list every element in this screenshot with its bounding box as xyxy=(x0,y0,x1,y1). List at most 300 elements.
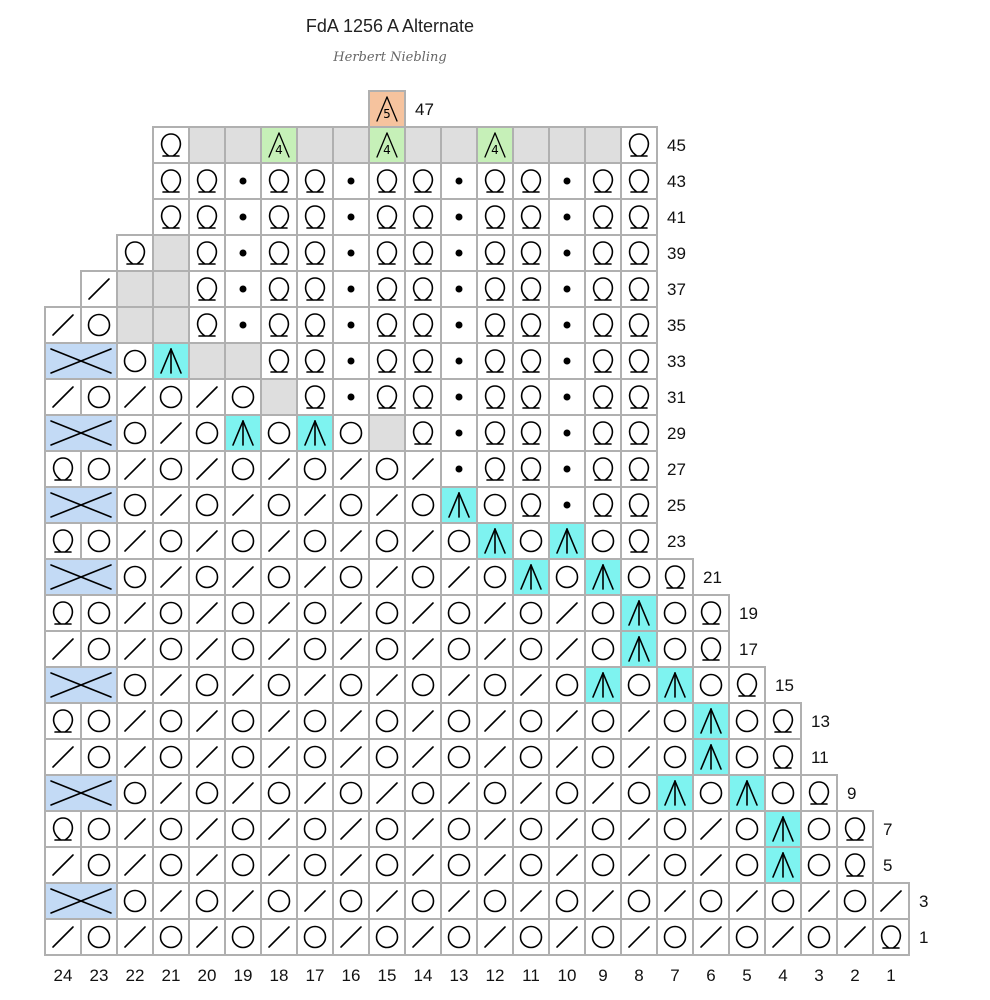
row-label: 15 xyxy=(775,676,794,695)
row-label: 35 xyxy=(667,316,686,335)
stitch-cell xyxy=(513,163,549,199)
row-label: 31 xyxy=(667,388,686,407)
stitch-cell xyxy=(369,847,405,883)
stitch-cell xyxy=(477,739,513,775)
stitch-cell xyxy=(405,271,441,307)
stitch-cell xyxy=(729,919,765,955)
column-label: 7 xyxy=(670,966,680,985)
stitch-cell xyxy=(153,487,189,523)
stitch-cell xyxy=(369,163,405,199)
stitch-cell xyxy=(297,127,333,163)
stitch-cell xyxy=(585,883,621,919)
stitch-cell xyxy=(117,775,153,811)
stitch-cell xyxy=(477,595,513,631)
stitch-cell xyxy=(333,415,369,451)
stitch-cell xyxy=(441,451,477,487)
stitch-cell xyxy=(153,595,189,631)
stitch-cell xyxy=(117,847,153,883)
stitch-cell xyxy=(297,703,333,739)
column-label: 14 xyxy=(413,966,433,985)
stitch-cell xyxy=(333,307,369,343)
row-label: 41 xyxy=(667,208,686,227)
stitch-cell xyxy=(225,523,261,559)
stitch-cell xyxy=(585,451,621,487)
stitch-cell xyxy=(477,235,513,271)
stitch-cell xyxy=(297,487,333,523)
stitch-cell xyxy=(369,883,405,919)
stitch-cell xyxy=(261,631,297,667)
stitch-cell xyxy=(81,523,117,559)
stitch-cell xyxy=(225,703,261,739)
stitch-cell xyxy=(153,307,189,343)
stitch-cell xyxy=(333,595,369,631)
stitch-cell xyxy=(477,451,513,487)
stitch-cell xyxy=(369,487,405,523)
stitch-cell xyxy=(405,775,441,811)
stitch-cell xyxy=(189,739,225,775)
stitch-cell xyxy=(513,199,549,235)
stitch-cell xyxy=(369,271,405,307)
stitch-cell xyxy=(693,847,729,883)
stitch-cell xyxy=(297,415,333,451)
stitch-cell xyxy=(45,811,81,847)
stitch-cell xyxy=(441,199,477,235)
column-label: 4 xyxy=(778,966,788,985)
column-label: 21 xyxy=(161,966,181,985)
stitch-cell xyxy=(297,271,333,307)
stitch-cell xyxy=(441,523,477,559)
stitch-cell xyxy=(117,235,153,271)
stitch-cell xyxy=(297,631,333,667)
stitch-cell xyxy=(153,343,189,379)
stitch-cell xyxy=(513,919,549,955)
stitch-cell xyxy=(117,487,153,523)
stitch-cell xyxy=(261,703,297,739)
stitch-cell xyxy=(549,919,585,955)
stitch-cell xyxy=(765,883,801,919)
stitch-cell xyxy=(369,739,405,775)
stitch-cell xyxy=(261,847,297,883)
stitch-cell xyxy=(333,199,369,235)
stitch-cell xyxy=(585,847,621,883)
stitch-cell xyxy=(693,883,729,919)
stitch-cell xyxy=(513,451,549,487)
stitch-cell xyxy=(513,127,549,163)
column-label: 17 xyxy=(305,966,325,985)
stitch-cell xyxy=(405,127,441,163)
stitch-cell xyxy=(477,559,513,595)
stitch-cell xyxy=(657,847,693,883)
stitch-cell xyxy=(477,487,513,523)
stitch-cell xyxy=(45,523,81,559)
stitch-cell xyxy=(117,703,153,739)
stitch-cell xyxy=(837,847,873,883)
stitch-cell xyxy=(657,559,693,595)
stitch-cell xyxy=(333,631,369,667)
stitch-cell xyxy=(657,667,693,703)
stitch-cell xyxy=(585,559,621,595)
stitch-cell xyxy=(405,739,441,775)
stitch-cell xyxy=(297,919,333,955)
stitch-cell xyxy=(873,919,909,955)
stitch-cell xyxy=(657,595,693,631)
stitch-cell xyxy=(297,883,333,919)
stitch-cell xyxy=(405,523,441,559)
stitch-cell xyxy=(189,847,225,883)
stitch-cell xyxy=(441,667,477,703)
stitch-cell xyxy=(513,379,549,415)
stitch-cell xyxy=(117,595,153,631)
stitch-cell xyxy=(261,487,297,523)
stitch-cell xyxy=(333,163,369,199)
stitch-cell xyxy=(405,343,441,379)
stitch-cell xyxy=(297,307,333,343)
stitch-cell xyxy=(333,271,369,307)
stitch-cell xyxy=(81,847,117,883)
stitch-cell xyxy=(81,451,117,487)
stitch-cell xyxy=(297,235,333,271)
column-label: 3 xyxy=(814,966,824,985)
stitch-cell xyxy=(261,523,297,559)
stitch-cell xyxy=(369,703,405,739)
stitch-cell xyxy=(441,487,477,523)
stitch-cell xyxy=(441,343,477,379)
stitch-cell xyxy=(117,343,153,379)
stitch-cell xyxy=(549,451,585,487)
stitch-cell xyxy=(441,739,477,775)
stitch-cell xyxy=(45,343,117,379)
stitch-cell xyxy=(81,739,117,775)
stitch-cell xyxy=(225,127,261,163)
stitch-cell xyxy=(549,667,585,703)
stitch-cell xyxy=(477,667,513,703)
stitch-cell xyxy=(477,163,513,199)
stitch-cell xyxy=(81,379,117,415)
stitch-cell xyxy=(441,235,477,271)
svg-text:4: 4 xyxy=(275,143,283,157)
stitch-cell xyxy=(153,271,189,307)
stitch-cell xyxy=(117,271,153,307)
stitch-cell xyxy=(621,523,657,559)
column-label: 18 xyxy=(269,966,289,985)
stitch-cell xyxy=(477,883,513,919)
stitch-cell xyxy=(513,343,549,379)
stitch-cell xyxy=(189,307,225,343)
stitch-cell xyxy=(369,91,405,127)
stitch-cell xyxy=(477,523,513,559)
stitch-cell xyxy=(117,451,153,487)
column-label: 1 xyxy=(886,966,896,985)
stitch-cell xyxy=(477,811,513,847)
stitch-cell xyxy=(549,415,585,451)
stitch-cell xyxy=(81,307,117,343)
stitch-cell xyxy=(405,163,441,199)
stitch-cell xyxy=(45,559,117,595)
column-label: 12 xyxy=(485,966,505,985)
stitch-cell xyxy=(585,487,621,523)
stitch-cell xyxy=(45,775,117,811)
stitch-cell xyxy=(657,811,693,847)
stitch-cell xyxy=(549,379,585,415)
stitch-cell xyxy=(549,739,585,775)
column-label: 16 xyxy=(341,966,361,985)
stitch-cell xyxy=(297,523,333,559)
column-label: 15 xyxy=(377,966,397,985)
stitch-cell xyxy=(225,631,261,667)
stitch-cell xyxy=(369,919,405,955)
stitch-cell xyxy=(369,595,405,631)
stitch-cell xyxy=(657,883,693,919)
stitch-cell xyxy=(549,199,585,235)
stitch-cell xyxy=(405,307,441,343)
stitch-cell xyxy=(261,919,297,955)
stitch-cell xyxy=(261,415,297,451)
stitch-cell xyxy=(621,667,657,703)
stitch-cell xyxy=(225,271,261,307)
stitch-cell xyxy=(405,559,441,595)
stitch-cell xyxy=(333,883,369,919)
stitch-cell xyxy=(189,775,225,811)
stitch-cell xyxy=(297,163,333,199)
stitch-cell xyxy=(621,451,657,487)
stitch-cell xyxy=(405,847,441,883)
row-label: 25 xyxy=(667,496,686,515)
stitch-cell xyxy=(585,163,621,199)
column-label: 19 xyxy=(233,966,253,985)
stitch-cell xyxy=(477,127,513,163)
stitch-cell xyxy=(513,667,549,703)
stitch-cell xyxy=(297,739,333,775)
stitch-cell xyxy=(225,667,261,703)
stitch-cell xyxy=(261,883,297,919)
stitch-cell xyxy=(621,379,657,415)
stitch-cell xyxy=(405,595,441,631)
stitch-cell xyxy=(189,199,225,235)
column-label: 10 xyxy=(557,966,577,985)
stitch-cell xyxy=(621,199,657,235)
stitch-cell xyxy=(549,883,585,919)
stitch-cell xyxy=(585,127,621,163)
stitch-cell xyxy=(549,163,585,199)
stitch-cell xyxy=(117,883,153,919)
stitch-cell xyxy=(513,415,549,451)
stitch-cell xyxy=(333,379,369,415)
column-label: 23 xyxy=(89,966,109,985)
row-label: 43 xyxy=(667,172,686,191)
stitch-cell xyxy=(45,307,81,343)
stitch-cell xyxy=(189,919,225,955)
stitch-cell xyxy=(801,883,837,919)
stitch-cell xyxy=(189,451,225,487)
stitch-cell xyxy=(225,415,261,451)
stitch-cell xyxy=(153,379,189,415)
stitch-cell xyxy=(621,127,657,163)
stitch-cell xyxy=(693,919,729,955)
stitch-cell xyxy=(153,415,189,451)
stitch-cell xyxy=(261,811,297,847)
row-label: 47 xyxy=(415,100,434,119)
row-label: 19 xyxy=(739,604,758,623)
column-label: 6 xyxy=(706,966,716,985)
stitch-cell xyxy=(153,703,189,739)
stitch-cell xyxy=(261,163,297,199)
stitch-cell xyxy=(405,919,441,955)
stitch-cell xyxy=(45,667,117,703)
stitch-cell xyxy=(585,811,621,847)
stitch-cell xyxy=(225,919,261,955)
stitch-cell xyxy=(45,739,81,775)
stitch-cell xyxy=(405,883,441,919)
stitch-cell xyxy=(549,631,585,667)
stitch-cell xyxy=(261,775,297,811)
stitch-cell xyxy=(765,919,801,955)
stitch-cell xyxy=(657,631,693,667)
stitch-cell xyxy=(585,415,621,451)
stitch-cell xyxy=(549,343,585,379)
stitch-cell xyxy=(369,667,405,703)
stitch-cell xyxy=(549,811,585,847)
stitch-cell xyxy=(225,307,261,343)
stitch-cell xyxy=(225,775,261,811)
stitch-cell xyxy=(693,775,729,811)
stitch-cell xyxy=(117,379,153,415)
stitch-cell xyxy=(369,307,405,343)
stitch-cell xyxy=(621,775,657,811)
stitch-cell xyxy=(621,163,657,199)
stitch-cell xyxy=(189,163,225,199)
stitch-cell xyxy=(873,883,909,919)
stitch-cell xyxy=(801,811,837,847)
stitch-cell xyxy=(765,847,801,883)
stitch-cell xyxy=(729,703,765,739)
stitch-cell xyxy=(441,595,477,631)
column-label: 11 xyxy=(522,966,540,985)
stitch-cell xyxy=(549,703,585,739)
stitch-cell xyxy=(405,199,441,235)
stitch-cell xyxy=(189,559,225,595)
stitch-cell xyxy=(513,595,549,631)
column-label: 22 xyxy=(125,966,145,985)
stitch-cell xyxy=(369,235,405,271)
stitch-cell xyxy=(153,559,189,595)
stitch-cell xyxy=(45,487,117,523)
stitch-cell xyxy=(261,271,297,307)
stitch-cell xyxy=(297,379,333,415)
stitch-cell xyxy=(837,811,873,847)
stitch-cell xyxy=(333,703,369,739)
stitch-cell xyxy=(45,703,81,739)
stitch-cell xyxy=(117,919,153,955)
chart-author: Herbert Niebling xyxy=(333,50,447,65)
column-label: 8 xyxy=(634,966,644,985)
stitch-cell xyxy=(333,343,369,379)
stitch-cell xyxy=(117,631,153,667)
stitch-cell xyxy=(549,271,585,307)
stitch-cell xyxy=(369,559,405,595)
stitch-cell xyxy=(81,271,117,307)
stitch-cell xyxy=(621,415,657,451)
stitch-cell xyxy=(189,235,225,271)
stitch-cell xyxy=(693,631,729,667)
stitch-cell xyxy=(405,235,441,271)
column-label: 9 xyxy=(598,966,608,985)
stitch-cell xyxy=(585,379,621,415)
stitch-cell xyxy=(477,415,513,451)
stitch-cell xyxy=(81,703,117,739)
stitch-cell xyxy=(369,379,405,415)
stitch-cell xyxy=(405,667,441,703)
stitch-cell xyxy=(333,127,369,163)
stitch-cell xyxy=(369,811,405,847)
stitch-cell xyxy=(477,703,513,739)
stitch-cell xyxy=(441,883,477,919)
stitch-cell xyxy=(477,271,513,307)
stitch-cell xyxy=(225,847,261,883)
stitch-cell xyxy=(585,523,621,559)
stitch-cell xyxy=(189,343,225,379)
stitch-cell xyxy=(153,919,189,955)
stitch-cell xyxy=(693,667,729,703)
stitch-cell xyxy=(189,487,225,523)
stitch-cell xyxy=(405,811,441,847)
stitch-cell xyxy=(657,919,693,955)
stitch-cell xyxy=(729,739,765,775)
stitch-cell xyxy=(405,487,441,523)
stitch-cell xyxy=(297,343,333,379)
row-label: 9 xyxy=(847,784,857,803)
stitch-cell xyxy=(405,703,441,739)
stitch-cell xyxy=(261,235,297,271)
stitch-cell xyxy=(81,631,117,667)
stitch-cell xyxy=(621,595,657,631)
stitch-cell xyxy=(801,919,837,955)
stitch-cell xyxy=(549,307,585,343)
stitch-cell xyxy=(117,667,153,703)
stitch-cell xyxy=(189,379,225,415)
stitch-cell xyxy=(477,307,513,343)
stitch-cell xyxy=(585,775,621,811)
stitch-cell xyxy=(549,487,585,523)
stitch-cell xyxy=(369,775,405,811)
stitch-cell xyxy=(261,199,297,235)
stitch-cell xyxy=(153,811,189,847)
row-label: 45 xyxy=(667,136,686,155)
stitch-cell xyxy=(765,811,801,847)
row-label: 11 xyxy=(811,748,829,767)
stitch-cell xyxy=(45,415,117,451)
stitch-cell xyxy=(189,523,225,559)
svg-text:5: 5 xyxy=(383,107,391,121)
stitch-cell xyxy=(693,739,729,775)
stitch-cell xyxy=(153,631,189,667)
stitch-cell xyxy=(801,775,837,811)
stitch-cell xyxy=(549,559,585,595)
stitch-cell xyxy=(729,667,765,703)
stitch-cell xyxy=(261,739,297,775)
row-label: 27 xyxy=(667,460,686,479)
row-label: 23 xyxy=(667,532,686,551)
stitch-cell xyxy=(549,127,585,163)
stitch-cell xyxy=(441,271,477,307)
stitch-cell xyxy=(225,559,261,595)
stitch-cell xyxy=(621,307,657,343)
stitch-cell xyxy=(621,703,657,739)
stitch-cell xyxy=(729,883,765,919)
chart-title: FdA 1256 A Alternate xyxy=(305,16,475,36)
stitch-cell xyxy=(153,163,189,199)
stitch-cell xyxy=(369,415,405,451)
stitch-cell xyxy=(369,343,405,379)
